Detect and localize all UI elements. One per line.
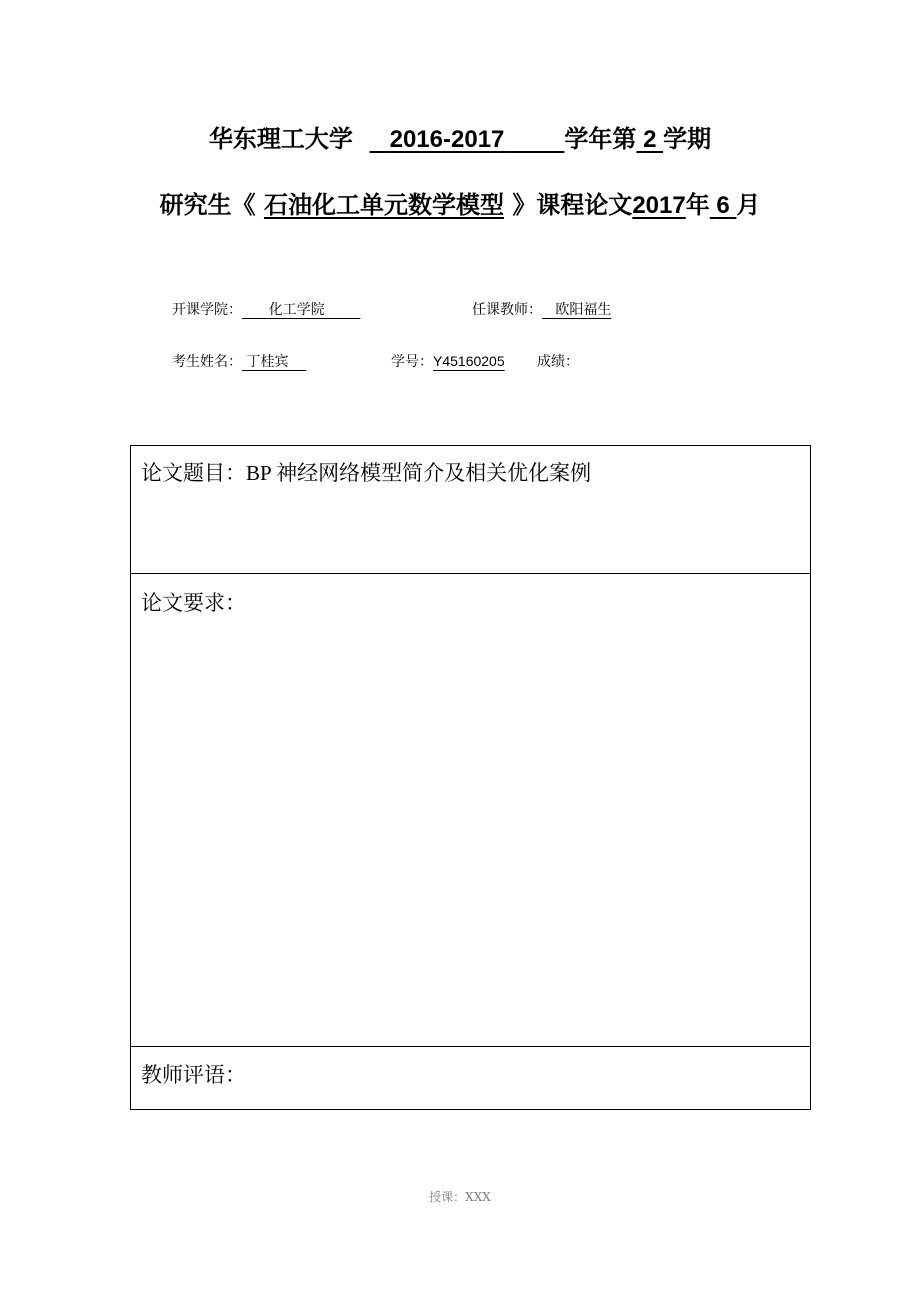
student-id-field [391,351,505,371]
header-line [0,119,920,154]
topic-value: BP 神经网络模型简介及相关优化案例 [246,461,592,485]
academic-year-suffix: 学年第 [564,125,637,153]
student-value: 丁桂宾 [246,354,289,370]
topic-label: 论文题目： [141,461,246,485]
requirements-cell [131,574,810,1047]
month-unit: 月 [736,191,761,219]
comments-cell [131,1047,810,1109]
page-footer: 授课：XXX [429,1190,491,1204]
semester-suffix: 学期 [663,125,712,153]
requirements-label: 论文要求： [141,591,246,615]
paper-month: 6 [716,192,730,219]
teacher-field [472,299,611,319]
student-id-label: 学号： [391,354,433,370]
topic-cell [131,446,810,574]
academic-year: 2016-2017 [389,126,505,153]
year-unit: 年 [685,191,710,219]
paper-form-table [130,445,811,1110]
student-id-value: Y45160205 [433,353,505,369]
course-suffix: 》课程论文 [512,191,633,219]
university-name: 华东理工大学 [208,125,353,153]
comments-label: 教师评语： [141,1063,246,1087]
semester-number: 2 [643,126,657,153]
course-prefix: 研究生《 [159,191,256,219]
course-name: 石油化工单元数学模型 [263,191,504,219]
teacher-label: 任课教师： [472,302,542,318]
score-field [537,351,579,371]
teacher-value: 欧阳福生 [555,302,612,318]
course-line [0,185,920,220]
student-field [172,351,306,371]
student-label: 考生姓名： [172,354,242,370]
college-field [172,299,360,319]
paper-year: 2017 [632,192,686,219]
college-value: 化工学院 [268,302,325,318]
college-label: 开课学院： [172,302,242,318]
score-label: 成绩： [537,354,579,370]
